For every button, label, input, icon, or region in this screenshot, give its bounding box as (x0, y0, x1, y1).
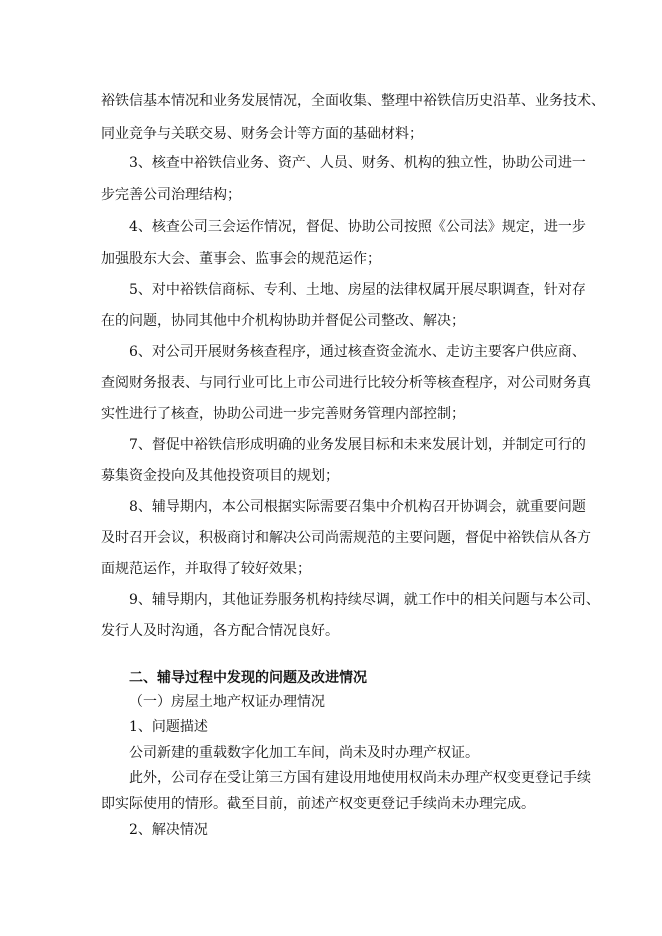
subsection-heading: 2、解决情况 (129, 822, 208, 838)
subsection-heading: （一）房屋土地产权证办理情况 (129, 694, 325, 710)
section-heading: 二、辅导过程中发现的问题及改进情况 (129, 670, 367, 686)
paragraph-line: 发行人及时沟通，各方配合情况良好。 (101, 623, 339, 639)
paragraph-line: 4、核查公司三会运作情况，督促、协助公司按照《公司法》规定，进一步 (129, 219, 586, 235)
paragraph-line: 此外，公司存在受让第三方国有建设用地使用权尚未办理产权变更登记手续 (129, 770, 591, 786)
paragraph-line: 查阅财务报表、与同行业可比上市公司进行比较分析等核查程序，对公司财务真 (101, 375, 591, 391)
paragraph-line: 3、核查中裕铁信业务、资产、人员、财务、机构的独立性，协助公司进一 (129, 155, 586, 171)
paragraph-line: 即实际使用的情形。截至目前，前述产权变更登记手续尚未办理完成。 (101, 796, 535, 812)
paragraph-line: 步完善公司治理结构； (101, 187, 241, 203)
paragraph-line: 加强股东大会、董事会、监事会的规范运作； (101, 251, 381, 267)
paragraph-line: 在的问题，协同其他中介机构协助并督促公司整改、解决； (101, 313, 465, 329)
paragraph-line: 6、对公司开展财务核查程序，通过核查资金流水、走访主要客户供应商、 (129, 344, 586, 360)
paragraph-line: 裕铁信基本情况和业务发展情况，全面收集、整理中裕铁信历史沿革、业务技术、 (101, 93, 605, 109)
paragraph-line: 7、督促中裕铁信形成明确的业务发展目标和未来发展计划，并制定可行的 (129, 437, 586, 453)
paragraph-line: 面规范运作，并取得了较好效果； (101, 561, 311, 577)
paragraph-line: 8、辅导期内，本公司根据实际需要召集中介机构召开协调会，就重要问题 (129, 499, 586, 515)
paragraph-line: 9、辅导期内，其他证券服务机构持续尽调，就工作中的相关问题与本公司、 (129, 592, 600, 608)
paragraph-line: 募集资金投向及其他投资项目的规划； (101, 468, 339, 484)
paragraph-line: 同业竞争与关联交易、财务会计等方面的基础材料； (101, 126, 423, 142)
paragraph-line: 及时召开会议，积极商讨和解决公司尚需规范的主要问题，督促中裕铁信从各方 (101, 530, 591, 546)
paragraph-line: 实性进行了核查，协助公司进一步完善财务管理内部控制； (101, 406, 465, 422)
subsection-heading: 1、问题描述 (129, 719, 208, 735)
paragraph-line: 5、对中裕铁信商标、专利、土地、房屋的法律权属开展尽职调查，针对存 (129, 282, 586, 298)
paragraph-line: 公司新建的重载数字化加工车间，尚未及时办理产权证。 (129, 745, 479, 761)
